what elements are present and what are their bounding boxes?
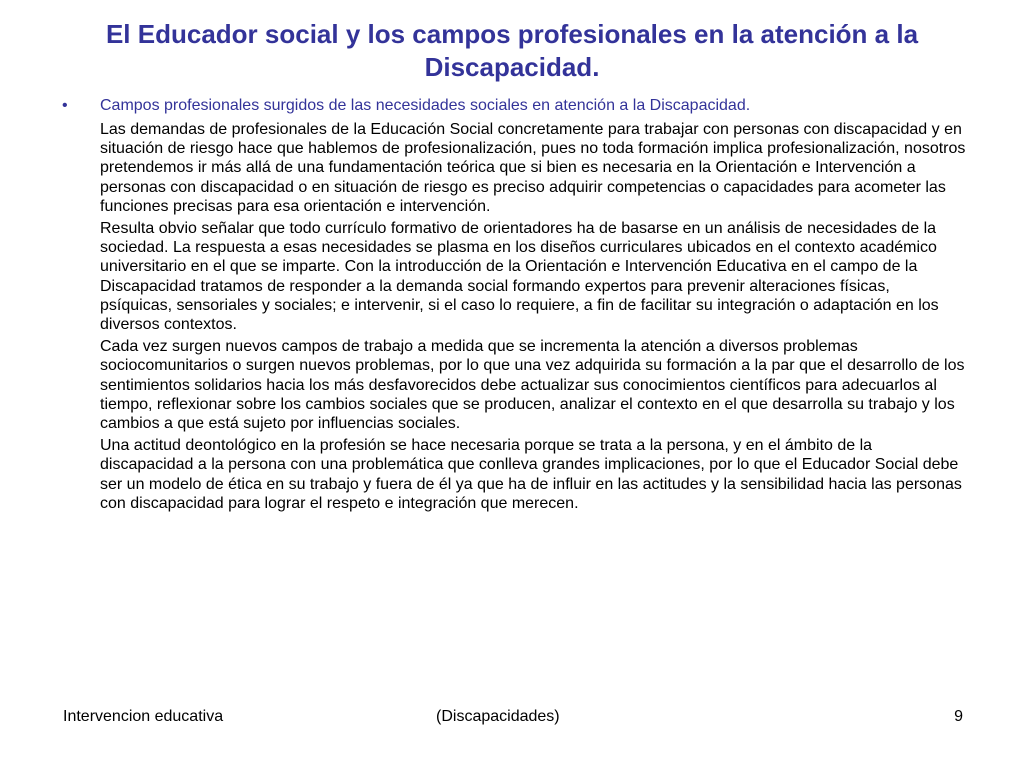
slide-title-period: .	[592, 52, 600, 82]
slide-title-text: El Educador social y los campos profesionales en la atención a la Discapacidad	[105, 19, 919, 82]
paragraph-deontology: Una actitud deontológico en la profesión se hace necesaria porque se trata a la persona, y en el ámbito de la discapacidad a la persona con una problemática que conlleva grandes implicaciones, por lo que el Educador Social debe ser un modelo de ética en su trabajo y fuera de él ya que ha de influir en las actitudes y la sensibilidad hacia las personas con discapacidad para lograr el respeto e integración que merecen.	[100, 437, 962, 512]
bullet-heading: Campos profesionales surgidos de las necesidades sociales en atención a la Discapacidad.	[100, 97, 751, 114]
paragraph-curriculum: Resulta obvio señalar que todo currículo formativo de orientadores ha de basarse en un análisis de necesidades de la sociedad. La respuesta a esas necesidades se plasma en los diseños curriculares ubicados en el contexto académico universitario en el que se imparte. Con la introducción de la Orientación e Intervención Educativa en el campo de la Discapacidad tratamos de responder a la demanda social formando expertos para prevenir alteraciones físicas, psíquicas, sensoriales y sociales; e intervenir, si el caso lo requiere, a fin de facilitar su integración o adaptación en los diversos contextos.	[100, 220, 939, 334]
footer-center-text: (Discapacidades)	[436, 708, 560, 725]
slide-title	[40, 18, 984, 84]
page-number: 9	[954, 708, 963, 725]
paragraph-demands: Las demandas de profesionales de la Educación Social concretamente para trabajar con personas con discapacidad y en situación de riesgo hace que hablemos de profesionalización, pues no toda formación implica profesionalización, nosotros pretendemos ir más allá de una fundamentación teórica que si bien es necesaria en la Orientación e Intervención a personas con discapacidad o en situación de riesgo es preciso adquirir competencias o capacidades para acometer las funciones precisas para esa orientación e intervención.	[100, 121, 966, 215]
paragraph-new-fields: Cada vez surgen nuevos campos de trabajo a medida que se incrementa la atención a diversos problemas sociocomunitarios o surgen nuevos problemas, por lo que una vez adquirida su formación a la par que el desarrollo de los sentimientos solidarios hacia los más desfavorecidos debe actualizar sus conocimientos científicos para adecuarlos al tiempo, reflexionar sobre los cambios sociales que se producen, analizar el contexto en el que desarrolla su trabajo y los cambios a que está sujeto por influencias sociales.	[100, 338, 965, 433]
footer-left-text: Intervencion educativa	[63, 708, 224, 725]
bullet-dot-icon: •	[62, 97, 68, 114]
body-paragraphs	[100, 120, 966, 516]
